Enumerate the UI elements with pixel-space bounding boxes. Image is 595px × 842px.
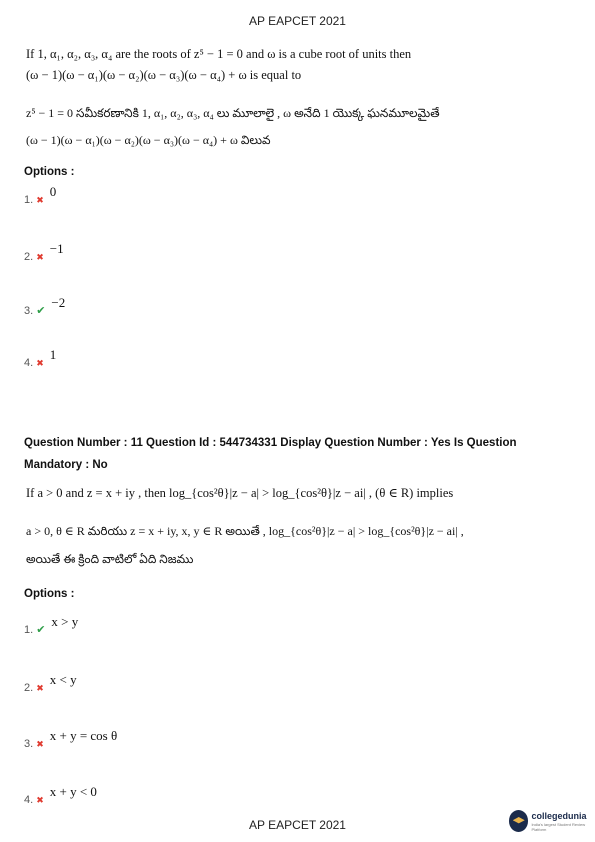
logo-text — [531, 811, 593, 832]
option-number: 2. — [24, 251, 34, 263]
graduation-cap-icon — [509, 810, 528, 832]
option-number: 2. — [24, 682, 34, 694]
q10-text-line1: If 1, α₁, α₂, α₃, α₄ are the roots of z⁵ − 1 = 0 and ω is a cube root of units then — [26, 47, 412, 61]
q10-option-3 — [24, 295, 66, 317]
q11-meta-line1: Question Number : 11 Question Id : 544734331 Display Question Number : Yes Is Question — [24, 437, 517, 449]
option-number: 3. — [24, 738, 34, 750]
wrong-icon: ✖ — [36, 195, 44, 205]
option-number: 4. — [24, 357, 34, 369]
q10-option-1 — [24, 184, 57, 206]
option-value: −1 — [49, 241, 64, 256]
option-value: −2 — [51, 295, 66, 310]
page-footer: AP EAPCET 2021 — [249, 818, 346, 832]
option-number: 3. — [24, 305, 34, 317]
q10-text-line2: (ω − 1)(ω − α₁)(ω − α₂)(ω − α₃)(ω − α₄) + ω is equal to — [26, 68, 302, 82]
logo-tagline: India's largest Student Review Platform — [531, 821, 586, 832]
q11-option-2 — [24, 672, 77, 694]
q10-option-4 — [24, 347, 57, 369]
option-value: x + y < 0 — [49, 784, 97, 799]
q11-option-3 — [24, 728, 118, 750]
option-value: 0 — [49, 184, 57, 199]
option-value: 1 — [49, 347, 57, 362]
q11-telugu-line2: అయితే ఈ క్రింది వాటిలో ఏది నిజము — [26, 552, 194, 566]
q10-options-label: Options : — [24, 166, 75, 178]
wrong-icon: ✖ — [36, 795, 44, 805]
logo-name: collegedunia — [531, 810, 587, 821]
q11-option-1 — [24, 614, 79, 636]
q11-telugu-line1: a > 0, θ ∈ R మరియు z = x + iy, x, y ∈ R అయితే , log_{cos²θ}|z − a| > log_{cos²θ}|z − ai| , — [26, 524, 464, 538]
option-number: 1. — [24, 194, 34, 206]
correct-icon: ✔ — [36, 305, 46, 317]
wrong-icon: ✖ — [36, 252, 44, 262]
option-number: 1. — [24, 624, 34, 636]
option-value: x + y = cos θ — [49, 728, 118, 743]
correct-icon: ✔ — [36, 624, 46, 636]
q11-option-4 — [24, 784, 97, 806]
wrong-icon: ✖ — [36, 739, 44, 749]
option-value: x < y — [49, 672, 77, 687]
q10-telugu-line2: (ω − 1)(ω − α₁)(ω − α₂)(ω − α₃)(ω − α₄) + ω విలువ — [26, 133, 271, 147]
q11-text-line1: If a > 0 and z = x + iy , then log_{cos²θ}|z − a| > log_{cos²θ}|z − ai| , (θ ∈ R) implies — [26, 486, 454, 500]
option-number: 4. — [24, 794, 34, 806]
q10-option-2 — [24, 241, 64, 263]
page-header: AP EAPCET 2021 — [249, 14, 346, 28]
q11-options-label: Options : — [24, 588, 75, 600]
wrong-icon: ✖ — [36, 683, 44, 693]
q10-telugu-line1: z⁵ − 1 = 0 సమీకరణానికి 1, α₁, α₂, α₃, α₄ లు మూలాలై , ω అనేది 1 యొక్క ఘనమూలమైతే — [26, 106, 440, 120]
collegedunia-logo — [509, 806, 593, 836]
q11-meta-line2: Mandatory : No — [24, 459, 108, 471]
wrong-icon: ✖ — [36, 358, 44, 368]
option-value: x > y — [51, 614, 79, 629]
